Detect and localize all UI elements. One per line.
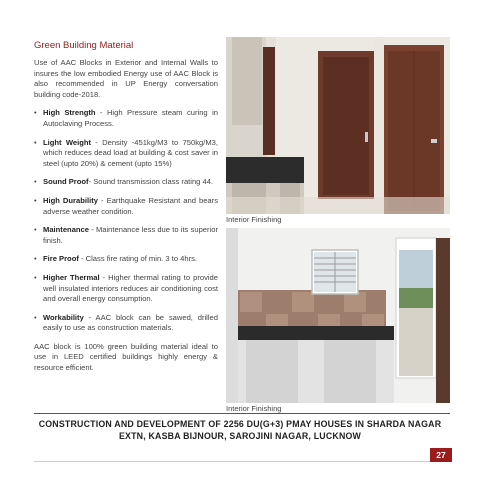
footer-line-1: CONSTRUCTION AND DEVELOPMENT OF 2256 DU(G+3) PMAY HOUSES IN SHARDA NAGAR [38,419,442,429]
feature-text: - Higher thermal rating to provide well insulated interiors reduces air conditioning cost and overall energy consumption. [43,272,218,304]
footer-line-2: EXTN, KASBA BIJNOUR, SAROJINI NAGAR, LUCKNOW [118,431,362,441]
interior-photo-kitchen-image [226,228,450,403]
feature-term: High Strength [43,108,96,118]
photo-caption-1: Interior Finishing [226,215,282,224]
feature-term: Workability [43,312,84,322]
feature-text: - Earthquake Resistant and bears adverse weather condition. [43,195,218,216]
feature-term: High Durability [43,195,98,205]
feature-text: - Density -451kg/M3 to 750kg/M3, which reduces dead load at building & cost saver in steel (upto 20%) & cement (upto 15%) [43,137,218,168]
list-item [34,108,218,129]
feature-term: Light Weight [43,137,92,147]
interior-photo-doors [226,37,450,214]
features-list [34,108,218,334]
footer-divider [34,413,450,414]
feature-term: Maintenance [43,225,89,235]
list-item [34,196,218,217]
list-item [34,177,218,188]
feature-term: Higher Thermal [43,272,100,282]
feature-text: - Maintenance less due to its superior finish. [43,225,218,245]
body-text-column [34,58,218,382]
list-item [34,254,218,265]
project-title-footer [30,418,450,442]
closing-paragraph: AAC block is 100% green building material ideal to use in LEED certified buildings highly energy & resource efficient. [34,341,218,373]
interior-photo-doors-image [226,37,450,214]
list-item [34,313,218,334]
photo-caption-2: Interior Finishing [226,404,282,413]
page-number: 27 [430,448,452,462]
feature-text: - High Pressure steam curing in Autoclaving Process. [43,108,218,128]
feature-text: - AAC block can be sawed, drilled easily to use as construction materials. [43,312,218,333]
list-item [34,138,218,170]
list-item [34,273,218,305]
feature-term: Sound Proof [43,177,89,187]
section-heading: Green Building Material [34,40,134,51]
intro-paragraph: Use of AAC Blocks in Exterior and Internal Walls to insures the low embodied Energy use of AAC Block is also recommended in UP Energy conversation building code-2018. [34,58,218,99]
feature-text: - Sound transmission class rating 44. [88,177,214,187]
interior-photo-kitchen [226,228,450,403]
feature-term: Fire Proof [43,254,79,264]
page-bottom-line [34,461,430,462]
list-item [34,225,218,246]
feature-text: - Class fire rating of min. 3 to 4hrs. [78,254,198,264]
